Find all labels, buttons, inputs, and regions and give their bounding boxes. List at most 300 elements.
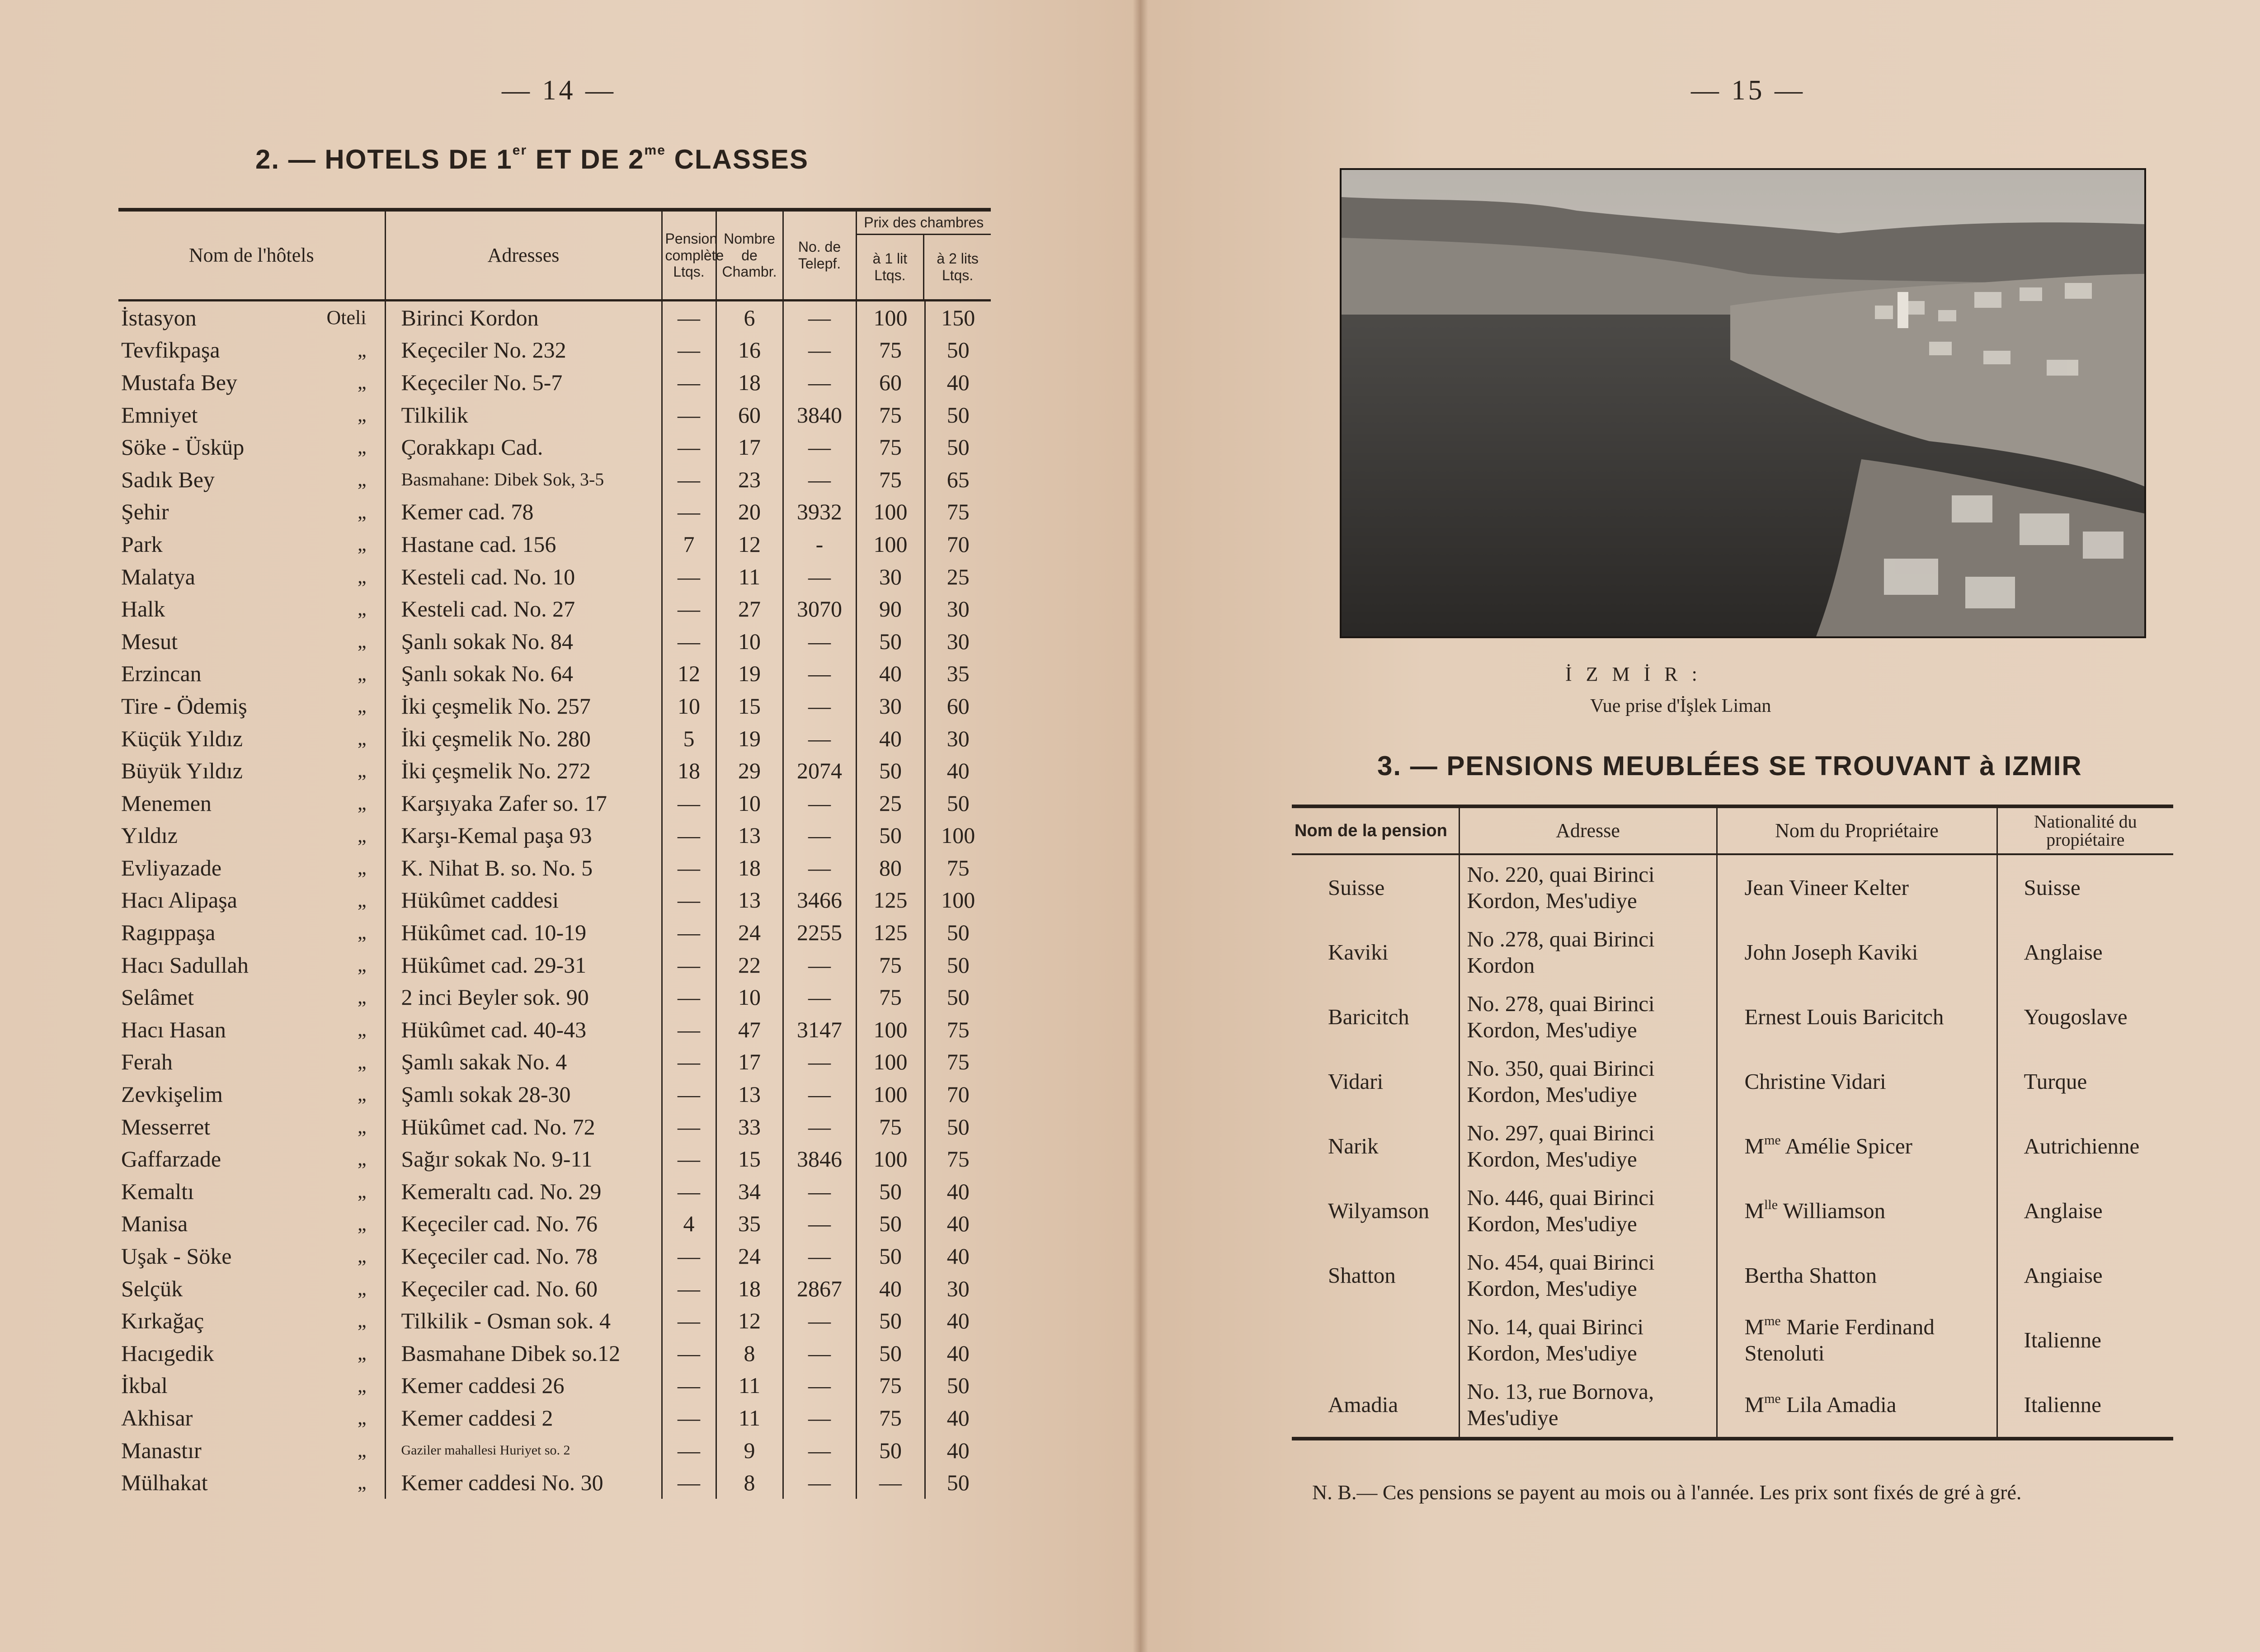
cell-pension-text: — <box>678 337 700 363</box>
cell-pension <box>662 593 716 625</box>
table-row <box>118 560 991 593</box>
cell-one-bed <box>856 1111 925 1143</box>
cell-address-text: Basmahane Dibek so.12 <box>401 1340 621 1366</box>
cell-two-beds <box>925 301 991 334</box>
ditto-mark: „ <box>357 1083 367 1106</box>
cell-phone <box>783 1143 856 1175</box>
ditto-mark: „ <box>357 1212 367 1235</box>
cell-pension-name: Shatton <box>1328 1262 1396 1288</box>
cell-one-bed-text: 75 <box>879 402 902 428</box>
cell-pension-text: — <box>678 855 700 880</box>
cell-pension <box>662 1111 716 1143</box>
cell-one-bed-text: 75 <box>879 984 902 1010</box>
owner-name: Bertha Shatton <box>1744 1262 1877 1288</box>
cell-pension <box>662 754 716 787</box>
cell-address-text: Kesteli cad. No. 10 <box>401 564 575 589</box>
cell-pension-text: — <box>678 887 700 913</box>
cell-address <box>385 690 662 722</box>
cell-address <box>385 1370 662 1402</box>
cell-address <box>385 916 662 949</box>
cell-phone-text: — <box>808 693 831 719</box>
cell-one-bed <box>856 819 925 852</box>
ditto-mark: „ <box>357 1180 367 1203</box>
cell-phone <box>783 1434 856 1467</box>
cell-pension-text: — <box>678 499 700 525</box>
photo-caption-title: İ Z M İ R : <box>1565 663 1702 685</box>
cell-one-bed <box>856 754 925 787</box>
table-row <box>118 1013 991 1046</box>
table-row <box>118 334 991 367</box>
cell-phone <box>783 1240 856 1272</box>
cell-name <box>118 334 385 367</box>
cell-two-beds-text: 40 <box>946 369 970 395</box>
table-row <box>118 399 991 431</box>
cell-two-beds-text: 75 <box>946 1017 970 1042</box>
cell-one-bed <box>856 1434 925 1467</box>
cell-rooms <box>716 787 783 819</box>
cell-pension-text: 10 <box>678 693 700 719</box>
cell-one-bed-text: — <box>879 1470 902 1496</box>
cell-name <box>118 1402 385 1434</box>
owner-name: Marie Ferdinand Stenoluti <box>1744 1314 1935 1365</box>
col-header-pension-name: Nom de la pension <box>1292 806 1459 854</box>
col-header-one-bed: à 1 lit Ltqs. <box>872 250 908 283</box>
ditto-mark: „ <box>357 468 367 490</box>
cell-nationality: Anglaise <box>1997 920 2173 984</box>
table-row <box>1292 1243 2173 1308</box>
cell-one-bed-text: 60 <box>879 369 902 395</box>
cell-address-text: Hükûmet caddesi <box>401 887 559 913</box>
cell-name <box>118 560 385 593</box>
cell-phone <box>783 819 856 852</box>
right-page <box>1140 0 2260 1652</box>
cell-one-bed-text: 100 <box>873 1146 908 1172</box>
cell-pension <box>662 1013 716 1046</box>
col-header-address: Adresses <box>385 210 662 301</box>
cell-pension-text: — <box>678 305 700 330</box>
cell-address <box>385 1337 662 1370</box>
cell-phone <box>783 1208 856 1240</box>
cell-rooms-text: 47 <box>738 1017 761 1042</box>
cell-one-bed <box>856 463 925 496</box>
cell-pension-name <box>1292 1308 1459 1372</box>
cell-two-beds <box>925 1466 991 1499</box>
cell-pension <box>662 625 716 658</box>
cell-two-beds-text: 50 <box>946 920 970 946</box>
cell-phone-text: 3840 <box>797 402 842 428</box>
cell-pension <box>662 981 716 1013</box>
cell-phone-text: — <box>808 1437 831 1463</box>
table-row <box>118 1240 991 1272</box>
table-row <box>118 431 991 463</box>
cell-two-beds <box>925 560 991 593</box>
cell-one-bed <box>856 431 925 463</box>
cell-phone-text: — <box>808 1049 831 1075</box>
page-number-left: — 14 — <box>502 75 616 106</box>
cell-rooms <box>716 690 783 722</box>
cell-two-beds-text: 30 <box>946 628 970 654</box>
cell-address <box>385 1208 662 1240</box>
cell-phone <box>783 593 856 625</box>
cell-rooms <box>716 301 783 334</box>
cell-rooms <box>716 1111 783 1143</box>
cell-address-text: Çorakkapı Cad. <box>401 434 543 460</box>
cell-one-bed <box>856 366 925 399</box>
cell-rooms <box>716 1143 783 1175</box>
cell-one-bed <box>856 1304 925 1337</box>
cell-pension-address: No. 446, quai Birinci Kordon, Mes'udiye <box>1459 1178 1717 1243</box>
cell-pension-text: — <box>678 1340 700 1366</box>
cell-pension <box>662 1143 716 1175</box>
cell-two-beds <box>925 1143 991 1175</box>
cell-name <box>118 625 385 658</box>
cell-two-beds-text: 30 <box>946 596 970 622</box>
cell-address <box>385 852 662 884</box>
cell-name-text: Sadık Bey <box>121 466 215 492</box>
cell-one-bed-text: 75 <box>879 337 902 363</box>
cell-one-bed <box>856 852 925 884</box>
table-row <box>118 819 991 852</box>
table-row <box>118 366 991 399</box>
cell-pension <box>662 884 716 917</box>
cell-rooms-text: 29 <box>738 758 761 784</box>
cell-name-text: Evliyazade <box>121 855 222 880</box>
ditto-mark: „ <box>357 1342 367 1364</box>
cell-address <box>385 722 662 755</box>
table-row <box>1292 920 2173 984</box>
cell-pension-text: — <box>678 402 700 428</box>
cell-rooms <box>716 852 783 884</box>
cell-phone-text: 2074 <box>797 758 842 784</box>
cell-pension-text: — <box>678 952 700 978</box>
ditto-mark: „ <box>357 953 367 976</box>
cell-two-beds <box>925 366 991 399</box>
cell-two-beds-text: 50 <box>946 337 970 363</box>
cell-phone-text: — <box>808 1373 831 1398</box>
ditto-mark: „ <box>357 1309 367 1332</box>
cell-name <box>118 884 385 917</box>
cell-address-text: Kemer cad. 78 <box>401 499 534 525</box>
cell-phone <box>783 1111 856 1143</box>
cell-pension-text: — <box>678 1049 700 1075</box>
ditto-mark: „ <box>357 1439 367 1461</box>
cell-name <box>118 463 385 496</box>
ditto-mark: „ <box>357 1050 367 1073</box>
table-row <box>1292 1372 2173 1439</box>
cell-rooms <box>716 819 783 852</box>
cell-rooms-text: 20 <box>738 499 761 525</box>
cell-address <box>385 1272 662 1305</box>
cell-pension <box>662 560 716 593</box>
cell-two-beds <box>925 528 991 560</box>
cell-phone <box>783 366 856 399</box>
cell-rooms-text: 10 <box>738 628 761 654</box>
cell-two-beds <box>925 690 991 722</box>
cell-pension-name: Wilyamson <box>1328 1198 1429 1223</box>
cell-name <box>118 787 385 819</box>
cell-two-beds <box>925 1272 991 1305</box>
cell-pension-text: — <box>678 1114 700 1139</box>
cell-address <box>385 1078 662 1111</box>
cell-pension <box>662 431 716 463</box>
cell-nationality: Turque <box>1997 1049 2173 1114</box>
cell-one-bed-text: 75 <box>879 1405 902 1431</box>
cell-two-beds-text: 65 <box>946 466 970 492</box>
cell-address <box>385 625 662 658</box>
cell-address <box>385 431 662 463</box>
cell-one-bed <box>856 560 925 593</box>
cell-two-beds-text: 70 <box>946 1082 970 1107</box>
cell-address-text: Şamlı sakak No. 4 <box>401 1049 567 1075</box>
cell-address <box>385 1240 662 1272</box>
cell-phone <box>783 1304 856 1337</box>
cell-phone-text: — <box>808 369 831 395</box>
owner-name: Lila Amadia <box>1786 1392 1897 1417</box>
cell-name <box>118 1013 385 1046</box>
cell-nationality: Autrichienne <box>1997 1114 2173 1178</box>
pensions-table-body <box>1292 854 2173 1439</box>
cell-owner <box>1717 984 1997 1049</box>
cell-rooms-text: 16 <box>738 337 761 363</box>
cell-two-beds <box>925 399 991 431</box>
cell-phone-text: 3147 <box>797 1017 842 1042</box>
cell-name <box>118 1434 385 1467</box>
cell-address-text: Keçeciler cad. No. 60 <box>401 1275 598 1301</box>
cell-two-beds-text: 100 <box>941 823 975 848</box>
cell-pension-address: No. 13, rue Bornova, Mes'udiye <box>1459 1372 1717 1439</box>
owner-title: $M^{me}$ <box>1744 1132 1781 1158</box>
cell-rooms-text: 15 <box>738 693 761 719</box>
cell-address-text: Keçeciler cad. No. 76 <box>401 1211 598 1237</box>
cell-pension-text: — <box>678 466 700 492</box>
cell-address <box>385 1175 662 1208</box>
cell-two-beds-text: 60 <box>946 693 970 719</box>
cell-name-text: Malatya <box>121 564 195 589</box>
table-row <box>118 625 991 658</box>
cell-phone <box>783 1078 856 1111</box>
cell-name-text: Hacıgedik <box>121 1340 214 1366</box>
cell-phone-text: — <box>808 434 831 460</box>
ditto-mark: „ <box>357 662 367 685</box>
cell-name-text: Emniyet <box>121 402 198 428</box>
cell-pension <box>662 1370 716 1402</box>
cell-one-bed-text: 50 <box>879 1308 902 1334</box>
cell-phone <box>783 787 856 819</box>
table-row <box>118 1175 991 1208</box>
cell-phone <box>783 301 856 334</box>
photo-caption-subtitle: Vue prise d'İşlek Liman <box>1590 696 1771 716</box>
cell-name <box>118 1078 385 1111</box>
cell-rooms <box>716 1337 783 1370</box>
table-row <box>118 949 991 981</box>
cell-owner <box>1717 1372 1997 1439</box>
cell-pension-text: — <box>678 564 700 589</box>
cell-rooms-text: 17 <box>738 434 761 460</box>
cell-name-text: Büyük Yıldız <box>121 758 243 784</box>
cell-rooms <box>716 431 783 463</box>
cell-phone <box>783 496 856 528</box>
cell-phone-text: — <box>808 790 831 816</box>
cell-two-beds <box>925 334 991 367</box>
cell-phone-text: — <box>808 725 831 751</box>
cell-pension <box>662 366 716 399</box>
table-row <box>1292 1049 2173 1114</box>
cell-pension <box>662 1046 716 1078</box>
cell-two-beds <box>925 463 991 496</box>
table-row <box>1292 1308 2173 1372</box>
cell-pension-text: — <box>678 1243 700 1269</box>
cell-phone <box>783 949 856 981</box>
cell-one-bed-text: 100 <box>873 1049 908 1075</box>
cell-pension-text: — <box>678 434 700 460</box>
table-row <box>118 658 991 690</box>
cell-two-beds-text: 40 <box>946 1178 970 1204</box>
cell-two-beds <box>925 852 991 884</box>
cell-address <box>385 1143 662 1175</box>
cell-rooms <box>716 1078 783 1111</box>
cell-two-beds <box>925 884 991 917</box>
cell-name-text: İkbal <box>121 1373 168 1398</box>
cell-one-bed <box>856 1402 925 1434</box>
cell-name-text: Manisa <box>121 1211 188 1237</box>
cell-rooms <box>716 334 783 367</box>
cell-one-bed <box>856 1175 925 1208</box>
cell-pension <box>662 1304 716 1337</box>
cell-rooms-text: 60 <box>738 402 761 428</box>
cell-two-beds-text: 75 <box>946 1049 970 1075</box>
col-header-pension-address: Adresse <box>1459 806 1717 854</box>
cell-pension-text: — <box>678 1178 700 1204</box>
cell-two-beds <box>925 1175 991 1208</box>
col-header-nationality: Nationalité du propiétaire <box>1997 806 2173 854</box>
owner-name: Ernest Louis Baricitch <box>1744 1004 1944 1029</box>
cell-one-bed <box>856 625 925 658</box>
cell-pension-text: — <box>678 596 700 622</box>
cell-two-beds <box>925 819 991 852</box>
cell-phone <box>783 334 856 367</box>
cell-two-beds-text: 50 <box>946 1114 970 1139</box>
cell-rooms-text: 12 <box>738 1308 761 1334</box>
cell-name <box>118 852 385 884</box>
cell-pension-text: 7 <box>683 531 695 557</box>
cell-rooms <box>716 528 783 560</box>
cell-one-bed <box>856 1208 925 1240</box>
cell-rooms-text: 8 <box>744 1340 755 1366</box>
cell-two-beds-text: 40 <box>946 1211 970 1237</box>
cell-rooms <box>716 1208 783 1240</box>
cell-rooms-text: 24 <box>738 1243 761 1269</box>
table-row <box>118 916 991 949</box>
cell-pension <box>662 658 716 690</box>
cell-two-beds <box>925 431 991 463</box>
cell-rooms-text: 17 <box>738 1049 761 1075</box>
cell-one-bed-text: 80 <box>879 855 902 880</box>
cell-name <box>118 1240 385 1272</box>
cell-rooms <box>716 884 783 917</box>
cell-name-text: Mesut <box>121 628 178 654</box>
cell-owner <box>1717 1308 1997 1372</box>
cell-one-bed <box>856 301 925 334</box>
cell-pension <box>662 1402 716 1434</box>
cell-rooms <box>716 949 783 981</box>
cell-name-text: Uşak - Söke <box>121 1243 232 1269</box>
hotels-table-body <box>118 301 991 1499</box>
owner-name: John Joseph Kaviki <box>1744 939 1918 965</box>
cell-name-text: Selçük <box>121 1275 183 1301</box>
table-row <box>1292 984 2173 1049</box>
cell-name <box>118 754 385 787</box>
table-row <box>118 1337 991 1370</box>
cell-address <box>385 1402 662 1434</box>
cell-one-bed-text: 50 <box>879 1437 902 1463</box>
cell-phone-text: — <box>808 466 831 492</box>
cell-pension <box>662 722 716 755</box>
cell-rooms <box>716 1272 783 1305</box>
cell-address <box>385 334 662 367</box>
cell-name-text: Hacı Hasan <box>121 1017 226 1042</box>
cell-owner <box>1717 1243 1997 1308</box>
cell-two-beds-text: 40 <box>946 1340 970 1366</box>
cell-rooms <box>716 366 783 399</box>
cell-phone-text: — <box>808 628 831 654</box>
cell-address-text: İki çeşmelik No. 272 <box>401 758 591 784</box>
cell-phone-text: 2867 <box>797 1275 842 1301</box>
cell-pension <box>662 1240 716 1272</box>
cell-address <box>385 1111 662 1143</box>
table-row <box>1292 1178 2173 1243</box>
cell-pension <box>662 949 716 981</box>
cell-phone <box>783 690 856 722</box>
cell-address <box>385 301 662 334</box>
cell-rooms <box>716 593 783 625</box>
ditto-mark: „ <box>357 1277 367 1299</box>
cell-name-text: Mülhakat <box>121 1470 208 1496</box>
cell-name <box>118 722 385 755</box>
cell-one-bed <box>856 1143 925 1175</box>
cell-address <box>385 593 662 625</box>
cell-name <box>118 1466 385 1499</box>
cell-phone <box>783 754 856 787</box>
footnote: N. B.— Ces pensions se payent au mois ou à l'année. Les prix sont fixés de gré à gré. <box>1312 1481 2022 1504</box>
cell-name <box>118 1143 385 1175</box>
cell-rooms-text: 22 <box>738 952 761 978</box>
cell-nationality: Italienne <box>1997 1308 2173 1372</box>
hotels-table <box>118 208 991 1499</box>
cell-pension-name: Suisse <box>1328 875 1385 900</box>
cell-phone-text: 2255 <box>797 920 842 946</box>
cell-one-bed <box>856 1078 925 1111</box>
cell-pension <box>662 1466 716 1499</box>
cell-owner <box>1717 1049 1997 1114</box>
cell-rooms-text: 18 <box>738 369 761 395</box>
cell-one-bed-text: 100 <box>873 305 908 330</box>
cell-pension-text: — <box>678 628 700 654</box>
cell-name <box>118 1337 385 1370</box>
cell-rooms-text: 23 <box>738 466 761 492</box>
table-row <box>118 754 991 787</box>
cell-one-bed-text: 75 <box>879 466 902 492</box>
ditto-mark: „ <box>357 1407 367 1429</box>
cell-two-beds-text: 50 <box>946 984 970 1010</box>
cell-rooms-text: 15 <box>738 1146 761 1172</box>
cell-address-text: Gaziler mahallesi Huriyet so. 2 <box>401 1442 570 1458</box>
cell-phone <box>783 1013 856 1046</box>
cell-two-beds-text: 50 <box>946 434 970 460</box>
cell-one-bed-text: 75 <box>879 1114 902 1139</box>
col-header-rooms: Nombre de Chambr. <box>716 210 783 301</box>
cell-one-bed-text: 40 <box>879 661 902 687</box>
cell-two-beds <box>925 593 991 625</box>
